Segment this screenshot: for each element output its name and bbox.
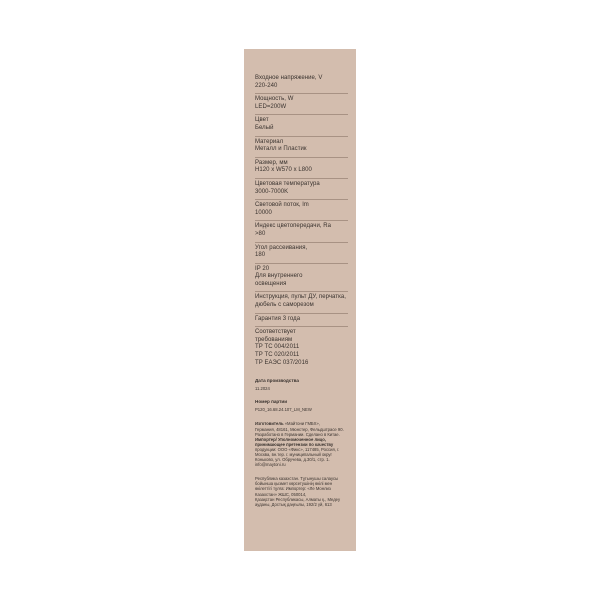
kz-line: ауданы, Достық даңғылы, 192/2 үй, 613	[255, 501, 332, 507]
kz-line: өкілеттігі тұлға: Импортер: «Ле Монлиз	[255, 486, 331, 492]
compliance-line: ТР ЕАЭС 037/2016	[255, 359, 309, 366]
batch-number-value: Р120_16.68.24.107_LM_NEW	[255, 407, 312, 413]
spec-label: Цвет	[255, 117, 269, 124]
spec-label: Световой поток, lm	[255, 202, 309, 209]
spec-value: 180	[255, 252, 266, 259]
compliance-block	[255, 327, 348, 370]
spec-row-beam-angle	[255, 243, 348, 264]
warranty-text: Гарантия 3 года	[255, 315, 301, 322]
spec-value: 10000	[255, 209, 272, 216]
spec-row-power	[255, 94, 348, 115]
compliance-line: ТР ТС 004/2011	[255, 344, 300, 351]
kz-block	[255, 476, 348, 507]
spec-row-material	[255, 137, 348, 158]
ip-usage: Для внутреннего	[255, 273, 303, 280]
spec-row-luminous-flux	[255, 200, 348, 221]
product-label	[244, 49, 356, 551]
manufacturer-line: Германия, 48161, Мюнстер, Фельдштрасе 90.	[255, 426, 344, 432]
spec-value: >80	[255, 230, 266, 237]
spec-label: Размер, мм	[255, 159, 288, 166]
spec-row-color	[255, 115, 348, 136]
spec-value: Металл и Пластик	[255, 146, 307, 153]
kz-line: Қазақстан Республикасы, Алматы қ., Медеу	[255, 496, 341, 502]
spec-row-cri	[255, 221, 348, 242]
warranty-row	[255, 314, 348, 328]
importer-email: info@maytoni.ru	[255, 462, 286, 468]
ip-rating: IP 20	[255, 265, 270, 272]
spec-label: Мощность, W	[255, 96, 294, 103]
spec-row-voltage	[255, 73, 348, 94]
kz-line: Республика казахстан. Тұтынушы салаусы	[255, 476, 339, 482]
batch-number-title: Номер партии	[255, 399, 288, 405]
spec-row-color-temperature	[255, 179, 348, 200]
importer-line: Импортер/ Уполномоченное лицо,	[255, 436, 326, 442]
spec-value: LED=200W	[255, 103, 287, 110]
ip-rating-row	[255, 264, 348, 293]
spec-value: H120 x W570 x L800	[255, 167, 312, 174]
manufacturer-line: Изготовитель «Майтони ГМБХ»,	[255, 421, 320, 427]
compliance-line: требованиям	[255, 336, 293, 343]
compliance-line: Соответствует	[255, 329, 296, 336]
importer-line: принимающее претензии по качеству	[255, 441, 334, 447]
production-date-value: 11.2024	[255, 386, 270, 392]
spec-row-size	[255, 158, 348, 179]
manufacturer-block	[255, 421, 348, 467]
production-date-title: Дата производства	[255, 378, 299, 384]
manufacturer-line: Разработано в Германии. Сделано в Китае.	[255, 431, 340, 437]
importer-line: Коньково, ул. Обручева, д.30/1, стр. 1.	[255, 457, 330, 463]
spec-label: Угол рассеивания,	[255, 244, 308, 251]
importer-line: Москва, вн.тер. г. муниципальный округ	[255, 451, 333, 457]
kz-line: Казахстан» ЖШС, 050014,	[255, 491, 307, 497]
ip-usage-cont: освещения	[255, 280, 287, 287]
kz-line: бойынша қызмет көрсетушінің өкілі мен	[255, 481, 333, 487]
kit-line: дюбель с саморезом	[255, 302, 314, 309]
spec-label: Материал	[255, 138, 284, 145]
importer-line: продукции: ООО «Фикс», 117485, Россия, г.	[255, 446, 340, 452]
spec-value: Белый	[255, 124, 274, 131]
spec-label: Входное напряжение, V	[255, 75, 323, 81]
compliance-line: ТР ТС 020/2011	[255, 352, 300, 359]
kit-row	[255, 292, 348, 313]
spec-label: Индекс цветопередачи, Ra	[255, 223, 332, 230]
spec-value: 3000-7000K	[255, 188, 289, 195]
spec-value: 220-240	[255, 82, 278, 89]
spec-label: Цветовая температура	[255, 180, 320, 187]
kit-line: Инструкция, пульт ДУ, перчатка,	[255, 294, 346, 301]
